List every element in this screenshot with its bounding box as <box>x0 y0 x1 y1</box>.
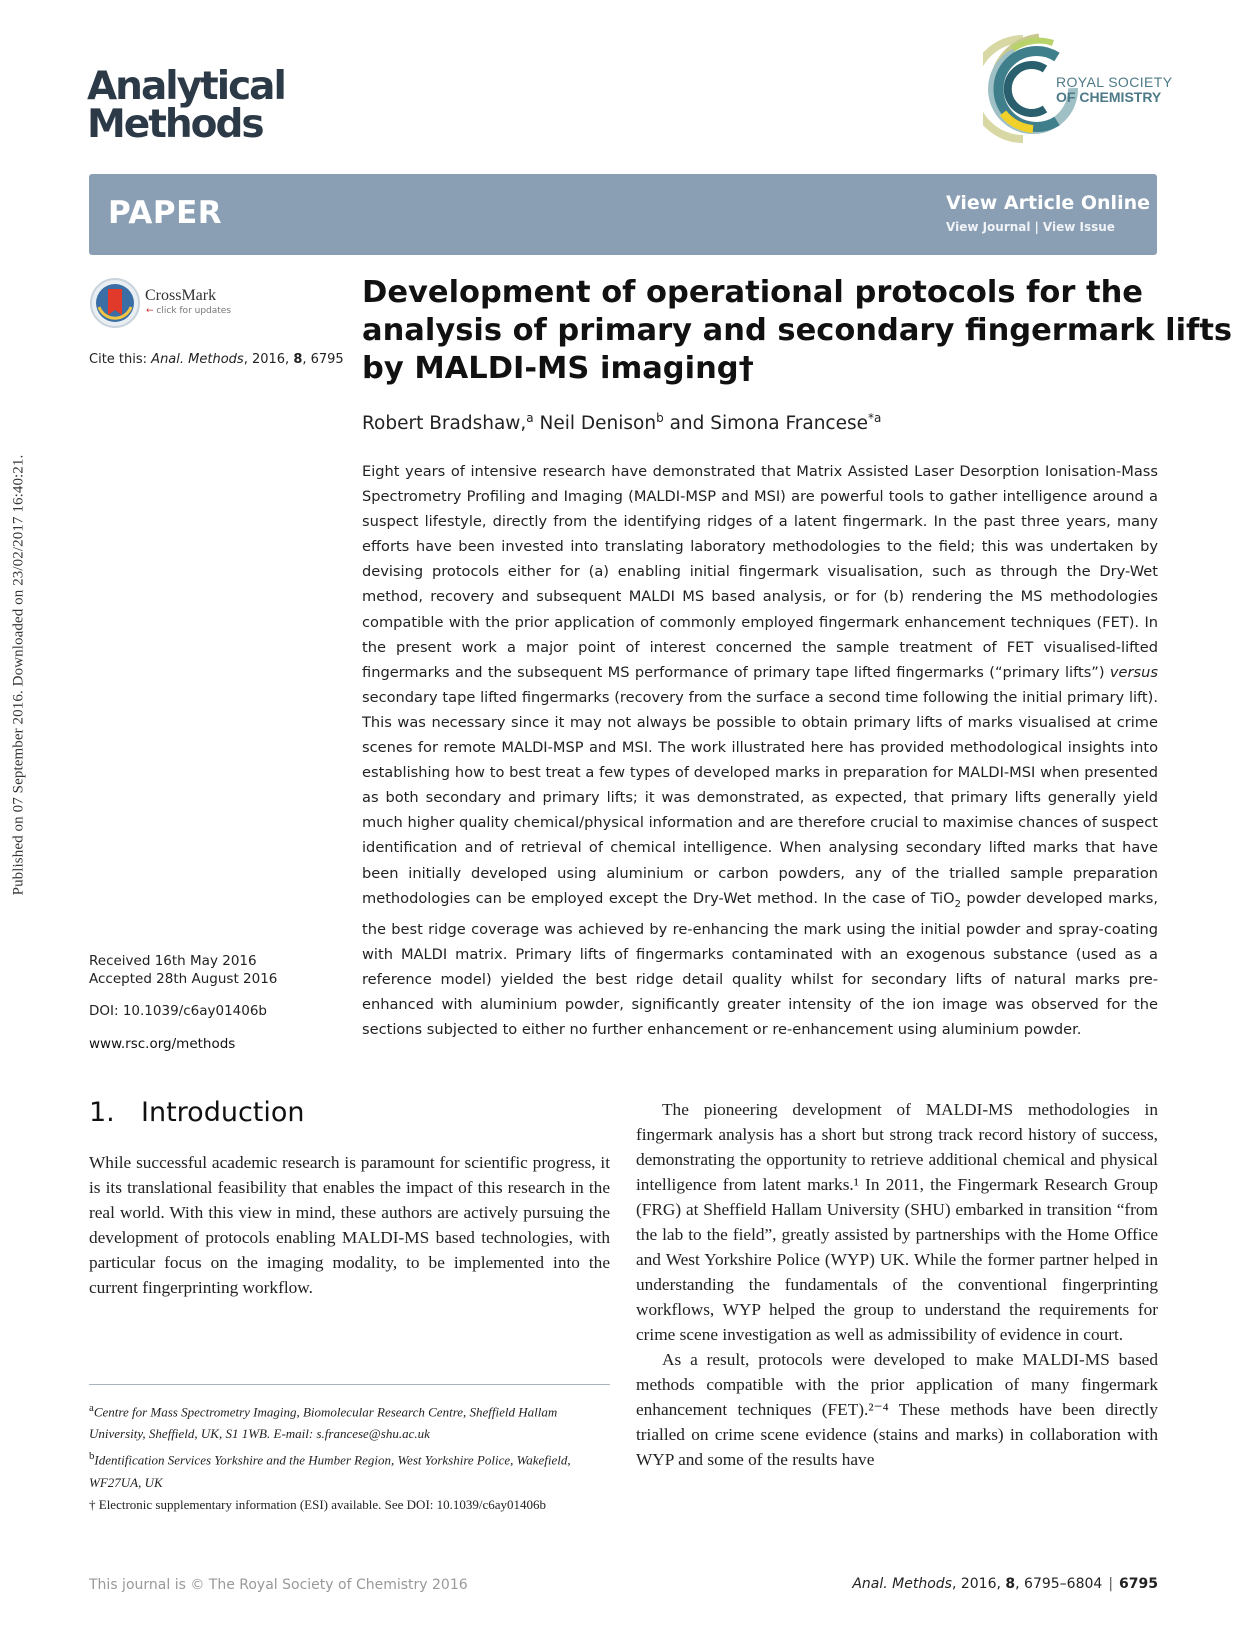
article-title <box>362 274 1233 388</box>
footnote-a <box>89 1397 610 1445</box>
author-3: and Simona Francese <box>663 413 868 435</box>
cite-page: , 6795 <box>302 352 344 367</box>
footnote-a-text: Centre for Mass Spectrometry Imaging, Biomolecular Research Centre, Sheffield Hallam University, Sheffield, UK, S1 1WB. E-mail: s.francese@shu.ac.uk <box>89 1404 558 1442</box>
article-dates <box>89 952 277 988</box>
abstract <box>362 459 1158 1042</box>
author-1: Robert Bradshaw, <box>362 413 527 435</box>
authors <box>362 411 881 434</box>
footer-volume: 8 <box>1005 1576 1016 1592</box>
footnote-divider <box>89 1384 610 1385</box>
banner-separator: | <box>1034 220 1039 234</box>
cite-prefix: Cite this: <box>89 352 148 367</box>
author-1-affil: a <box>526 411 534 425</box>
footer-page-number: 6795 <box>1119 1576 1158 1592</box>
footnote-b-mark: b <box>89 1450 95 1463</box>
abstract-part2: secondary tape lifted fingermarks (recovery from the surface a second time following the initial primary lift). This was necessary since it may not always be possible to obtain primary lifts of marks visualised at crime scenes for remote MALDI-MSP and MSI. The work illustrated here has provided methodological insights into establishing how to best treat a few types of developed marks in preparation for MALDI-MSI when presented as both secondary and primary lifts; it was demonstrated, as expected, that primary lifts generally yield much higher quality chemical/physical information and are therefore crucial to maximise chances of suspect identification and of retrieval of chemical intelligence. When analysing secondary lifted marks that have been initially developed using aluminium or carbon powders, any of the trialled sample preparation methodologies can be employed except the Dry-Wet method. In the case of TiO <box>362 688 1158 907</box>
crossmark-subtitle[interactable] <box>146 306 231 316</box>
published-stamp-text: Published on 07 September 2016. Downloaded on 23/02/2017 16:40:21. <box>10 454 27 896</box>
cite-year: , 2016, <box>243 352 294 367</box>
journal-website-link[interactable]: www.rsc.org/methods <box>89 1036 236 1052</box>
intro-left-column: While successful academic research is paramount for scientific progress, it is its translational feasibility that enables the impact of this research in the real world. With this view in mind, these authors are actively pursuing the development of protocols enabling MALDI-MS based technologies, with particular focus on the imaging modality, to be implemented into the current fingerprinting workflow. <box>89 1153 610 1297</box>
footer-year: , 2016, <box>951 1576 1006 1592</box>
footnote-b-text: Identification Services Yorkshire and the Humber Region, West Yorkshire Police, Wakefield, WF27UA, UK <box>89 1452 571 1490</box>
intro-title: Introduction <box>141 1097 305 1128</box>
author-3-affil: *a <box>868 411 882 425</box>
article-doi[interactable]: DOI: 10.1039/c6ay01406b <box>89 1003 268 1019</box>
banner-links <box>946 220 1115 234</box>
intro-right-column <box>636 1097 1158 1472</box>
intro-heading <box>89 1097 305 1128</box>
publisher-line2: OF CHEMISTRY <box>1056 89 1162 105</box>
crossmark-arrow: ← <box>146 306 154 316</box>
rsc-publisher-name <box>1056 75 1172 105</box>
cite-volume: 8 <box>293 352 303 367</box>
footnote-a-mark: a <box>89 1402 94 1414</box>
view-article-online-link[interactable]: View Article Online <box>946 192 1150 214</box>
footer-pages: , 6795–6804 <box>1015 1576 1103 1592</box>
abstract-part1: Eight years of intensive research have demonstrated that Matrix Assisted Laser Desorption Ionisation-Mass Spectrometry Profiling and Imaging (MALDI-MSP and MSI) are powerful tools to gather intelligence around a suspect lifestyle, directly from the identifying ridges of a latent fingermark. In the past three years, many efforts have been invested into translating laboratory methodologies to the field; this was undertaken by devising protocols either for (a) enabling initial fingermark visualisation, such as through the Dry-Wet method, recovery and subsequent MALDI MS based analysis, or for (b) rendering the MS methodologies compatible with the prior application of commonly employed fingermark enhancement techniques (FET). In the present work a major point of interest concerned the sample treatment of FET visualised-lifted fingermarks and the subsequent MS performance of primary tape lifted fingermarks (“primary lifts”) <box>362 463 1158 681</box>
footer-journal: Anal. Methods <box>852 1576 952 1592</box>
view-journal-link[interactable]: View Journal <box>946 220 1031 234</box>
article-title-line3: by MALDI-MS imaging† <box>362 351 754 386</box>
cite-journal: Anal. Methods <box>151 352 244 367</box>
footnotes <box>89 1397 610 1516</box>
paper-label: PAPER <box>108 195 223 231</box>
abstract-versus: versus <box>1109 663 1158 681</box>
abstract-part3: powder developed marks, the best ridge coverage was achieved by re-enhancing the mark using the initial powder and spray-coating with MALDI matrix. Primary lifts of fingermarks contaminated with an exogenous substance (used as a reference model) yielded the best ridge detail quality whilst for secondary lifts of natural marks pre-enhanced with aluminium powder, significantly greater intensity of the ion image was observed for the sections subjected to either no further enhancement or re-enhancement using aluminium powder. <box>362 889 1158 1038</box>
journal-title <box>87 64 285 147</box>
received-date: Received 16th May 2016 <box>89 953 257 969</box>
intro-number: 1. <box>89 1097 115 1128</box>
article-title-line1: Development of operational protocols for the <box>362 275 1143 310</box>
view-issue-link[interactable]: View Issue <box>1042 220 1115 234</box>
author-2: Neil Denison <box>533 413 657 435</box>
paper-banner <box>89 174 1157 255</box>
abstract-subscript: 2 <box>954 898 961 910</box>
footnote-b <box>89 1445 610 1493</box>
intro-right-para2: As a result, protocols were developed to make MALDI-MS based methods compatible with the prior application of many fingermark enhancement techniques (FET).²⁻⁴ These methods have been directly trialled on crime scene evidence (stains and marks) in collaboration with WYP and some of the results have <box>636 1350 1158 1469</box>
footer-pipe: | <box>1108 1576 1114 1592</box>
publisher-line1: ROYAL SOCIETY <box>1056 74 1173 90</box>
intro-right-para1: The pioneering development of MALDI-MS methodologies in fingermark analysis has a short but strong track record history of success, demonstrating the opportunity to retrieve additional chemical and physical intelligence from latent marks.¹ In 2011, the Fingermark Research Group (FRG) at Sheffield Hallam University (SHU) embarked in transition “from the lab to the field”, greatly assisted by partnerships with the Home Office and West Yorkshire Police (WYP) UK. While the former partner helped in understanding the fundamentals of the conventional fingerprinting workflows, WYP helped the group to understand the requirements for crime scene investigation as well as admissibility of evidence in court. <box>636 1100 1158 1344</box>
journal-title-line1: Analytical <box>87 64 285 109</box>
crossmark-name[interactable]: CrossMark <box>145 287 217 304</box>
crossmark-subtitle-text: click for updates <box>156 306 232 316</box>
cite-this <box>89 352 344 367</box>
article-title-line2: analysis of primary and secondary fingermark lifts <box>362 313 1233 348</box>
footer-citation <box>852 1576 1158 1592</box>
accepted-date: Accepted 28th August 2016 <box>89 971 278 987</box>
journal-title-line2: Methods <box>87 102 263 147</box>
footnote-esi: † Electronic supplementary information (ESI) available. See DOI: 10.1039/c6ay01406b <box>89 1496 547 1512</box>
crossmark-icon[interactable] <box>89 277 141 329</box>
author-2-affil: b <box>656 411 664 425</box>
footer-copyright: This journal is © The Royal Society of Chemistry 2016 <box>89 1577 468 1593</box>
